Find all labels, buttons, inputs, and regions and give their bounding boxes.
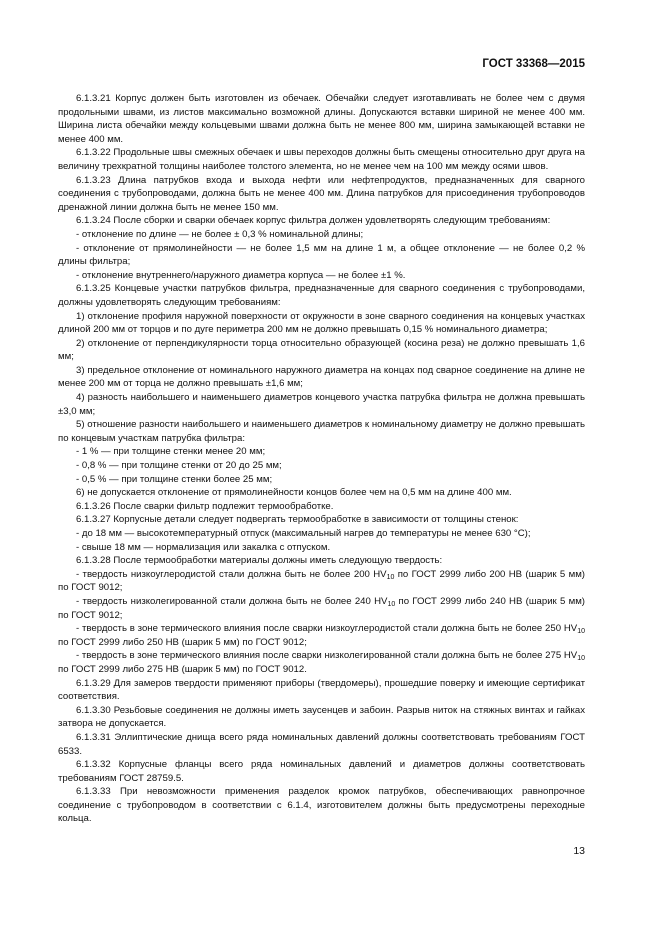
list-item: 6) не допускается отклонение от прямолинейности концов более чем на 0,5 мм на длине 400 мм. bbox=[76, 487, 512, 499]
paragraph: 6.1.3.29 Для замеров твердости применяют приборы (твердомеры), прошедшие поверку и имеющие сертификат соответствия. bbox=[58, 677, 585, 703]
paragraph: 6.1.3.30 Резьбовые соединения не должны иметь заусенцев и забоин. Разрыв ниток на стяжных винтах и гайках затвора не допускается. bbox=[58, 704, 585, 730]
hv-unit: HV bbox=[563, 623, 578, 635]
hardness-item: - твердость в зоне термического влияния после сварки низколегированной стали должна быть не более 275 $HV_{10}$ по ГОСТ 2999 либо 275 HB (шарик 5 мм) по ГОСТ 9012. bbox=[58, 650, 585, 675]
list-item: 3) предельное отклонение от номинального наружного диаметра на концах под сварное соединение на длине не менее 200 мм от торца не должно превышать ±1,6 мм; bbox=[58, 364, 585, 390]
hardness-item: - твердость низкоуглеродистой стали должна быть не более 200 $HV_{10}$ по ГОСТ 2999 либо 200 HB (шарик 5 мм) по ГОСТ 9012; bbox=[58, 568, 585, 594]
list-item: 2) отклонение от перпендикулярности торца относительно образующей (косина реза) не должно превышать 1,6 мм; bbox=[58, 337, 585, 363]
paragraph: 6.1.3.25 Концевые участки патрубков фильтра, предназначенные для сварного соединения с трубопроводами, должны удовлетворять следующим требованиям: bbox=[58, 283, 585, 308]
list-item: - отклонение внутреннего/наружного диаметра корпуса — не более ±1 %. bbox=[76, 269, 406, 281]
list-item: - 1 % — при толщине стенки менее 20 мм; bbox=[76, 446, 266, 458]
list-item: - отклонение по длине — не более ± 0,3 % номинальной длины; bbox=[76, 228, 364, 240]
list-item: - свыше 18 мм — нормализация или закалка с отпуском. bbox=[76, 541, 331, 553]
hv-unit: HV bbox=[374, 595, 388, 607]
paragraph: 6.1.3.23 Длина патрубков входа и выхода нефти или нефтепродуктов, предназначенных для сварного соединения с трубопроводами, должна быть не менее 400 мм. Длина патрубков для присоединения трубопроводов дренажной линии должна быть не менее 150 мм. bbox=[58, 174, 585, 213]
hv-unit: HV bbox=[563, 650, 578, 662]
paragraph: 6.1.3.24 После сборки и сварки обечаек корпус фильтра должен удовлетворять следующим требованиям: bbox=[76, 215, 551, 227]
paragraph: 6.1.3.22 Продольные швы смежных обечаек и швы переходов должны быть смещены относительно друг друга на величину трехкратной толщины наиболее толстого элемента, но не менее чем на 100 мм между осями швов. bbox=[58, 147, 586, 172]
paragraph: 6.1.3.26 После сварки фильтр подлежит термообработке. bbox=[76, 500, 334, 512]
paragraph: 6.1.3.28 После термообработки материалы должны иметь следующую твердость: bbox=[76, 555, 443, 567]
list-item: - 0,5 % — при толщине стенки более 25 мм; bbox=[76, 473, 273, 485]
list-item: - 0,8 % — при толщине стенки от 20 до 25 мм; bbox=[76, 460, 282, 472]
list-item: - отклонение от прямолинейности — не более 1,5 мм на длине 1 м, а общее отклонение — не более 0,2 % длины фильтра; bbox=[58, 242, 585, 268]
list-item: 4) разность наибольшего и наименьшего диаметров концевого участка патрубка фильтра не должна превышать ±3,0 мм; bbox=[58, 392, 585, 417]
paragraph: 6.1.3.33 При невозможности применения разделок кромок патрубков, обеспечивающих равнопрочное соединение с трубопроводом в соответствии с 6.1.4, изготовителем должны быть предусмотрены переходные кольца. bbox=[58, 786, 585, 825]
hv-unit: HV bbox=[373, 568, 387, 580]
paragraph: 6.1.3.27 Корпусные детали следует подвергать термообработке в зависимости от толщины стенок: bbox=[76, 514, 519, 526]
paragraph: 6.1.3.31 Эллиптические днища всего ряда номинальных давлений должны соответствовать требованиям ГОСТ 6533. bbox=[58, 731, 585, 757]
list-item: 1) отклонение профиля наружной поверхности от окружности в зоне сварного соединения на концевых участках длиной 200 мм от торцов и по дуге периметра 200 мм не должно превышать 0,15 % номинального диаметра; bbox=[58, 310, 585, 336]
hardness-item: - твердость низколегированной стали должна быть не более 240 $HV_{10}$ по ГОСТ 2999 либо 240 HB (шарик 5 мм) по ГОСТ 9012; bbox=[58, 595, 585, 621]
hardness-item: - твердость в зоне термического влияния после сварки низкоуглеродистой стали должна быть не более 250 $HV_{10}$ по ГОСТ 2999 либо 250 HB (шарик 5 мм) по ГОСТ 9012; bbox=[58, 623, 585, 648]
paragraph: 6.1.3.21 Корпус должен быть изготовлен из обечаек. Обечайки следует изготавливать не более чем с двумя продольными швами, из листов максимально возможной длины. Допускаются вставки шириной не менее 400 мм. Ширина листа обечайки между кольцевыми швами должна быть не менее 800 мм, ширина замыкающей вставки не менее 400 мм. bbox=[58, 93, 585, 145]
page-number: 13 bbox=[573, 845, 585, 857]
document-body bbox=[58, 92, 585, 826]
list-item: 5) отношение разности наибольшего и наименьшего диаметров к номинальному диаметру не должно превышать по концевым участкам патрубка фильтра: bbox=[58, 419, 585, 444]
document-header: ГОСТ 33368—2015 bbox=[482, 58, 585, 70]
list-item: - до 18 мм — высокотемпературный отпуск (максимальный нагрев до температуры не менее 630 °С); bbox=[76, 528, 531, 539]
paragraph: 6.1.3.32 Корпусные фланцы всего ряда номинальных давлений и диаметров должны соответствовать требованиям ГОСТ 28759.5. bbox=[58, 759, 585, 784]
